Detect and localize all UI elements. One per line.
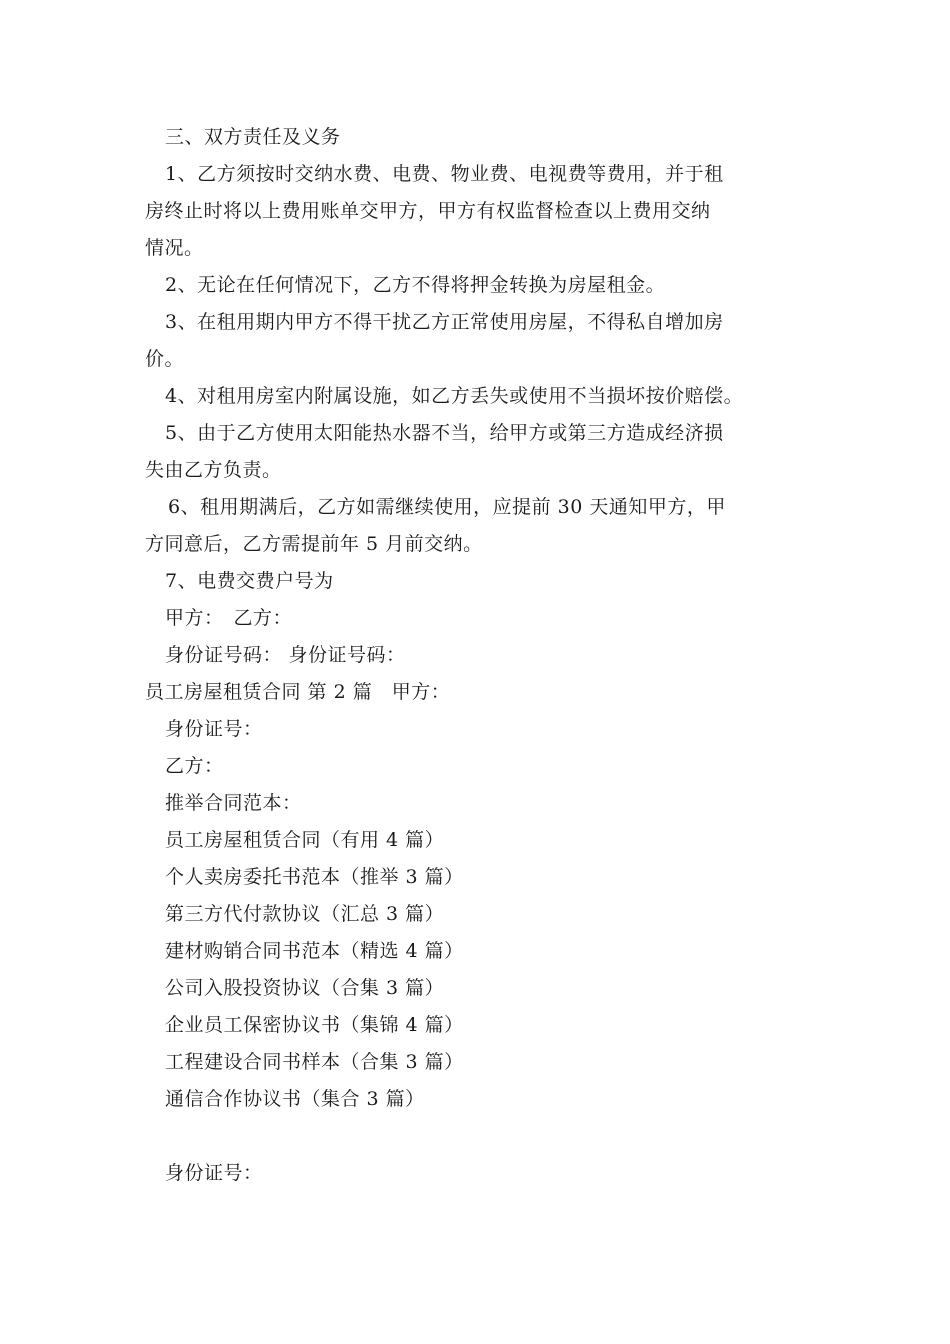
clause-3-line-1: 3、在租用期内甲方不得干扰乙方正常使用房屋，不得私自增加房: [165, 311, 724, 333]
recommend-item[interactable]: 员工房屋租赁合同（有用 4 篇）: [165, 829, 445, 851]
recommend-item[interactable]: 通信合作协议书（集合 3 篇）: [165, 1088, 425, 1110]
clause-6-line-1: 6、租用期满后，乙方如需继续使用，应提前 30 天通知甲方，甲: [168, 496, 726, 518]
clause-1-line-1: 1、乙方须按时交纳水费、电费、物业费、电视费等费用，并于租: [165, 163, 724, 185]
clause-5-line-2: 失由乙方负责。: [145, 459, 282, 481]
recommend-item[interactable]: 个人卖房委托书范本（推举 3 篇）: [165, 866, 464, 888]
recommend-item[interactable]: 第三方代付款协议（汇总 3 篇）: [165, 903, 445, 925]
clause-1-line-2: 房终止时将以上费用账单交甲方，甲方有权监督检查以上费用交纳: [145, 200, 711, 222]
recommend-list: [145, 822, 825, 1118]
clause-5-line-1: 5、由于乙方使用太阳能热水器不当，给甲方或第三方造成经济损: [165, 422, 724, 444]
doc2-title: 员工房屋租赁合同 第 2 篇 甲方：: [145, 681, 451, 703]
clause-7: 7、电费交费户号为: [165, 570, 334, 592]
clause-1-line-3: 情况。: [145, 237, 204, 259]
id-number-line: 身份证号码： 身份证号码：: [165, 644, 406, 666]
clause-3-line-2: 价。: [145, 348, 185, 370]
recommend-item[interactable]: 工程建设合同书样本（合集 3 篇）: [165, 1051, 464, 1073]
doc2-party-b: 乙方：: [165, 755, 224, 777]
clause-6-line-2: 方同意后，乙方需提前年 5 月前交纳。: [145, 533, 483, 555]
recommend-item[interactable]: 建材购销合同书范本（精选 4 篇）: [165, 940, 464, 962]
parties-line: 甲方： 乙方：: [165, 607, 293, 629]
clause-4: 4、对租用房室内附属设施，如乙方丢失或使用不当损坏按价赔偿。: [165, 385, 744, 407]
section-heading: 三、双方责任及义务: [165, 126, 341, 148]
trailing-id-label: 身份证号：: [165, 1162, 263, 1184]
blank-line: [145, 1118, 825, 1155]
recommend-item[interactable]: 公司入股投资协议（合集 3 篇）: [165, 977, 445, 999]
recommend-item[interactable]: 企业员工保密协议书（集锦 4 篇）: [165, 1014, 464, 1036]
clause-2: 2、无论在任何情况下，乙方不得将押金转换为房屋租金。: [165, 274, 666, 296]
document-page: [145, 119, 825, 1192]
recommend-heading: 推举合同范本：: [165, 792, 302, 814]
doc2-id-label: 身份证号：: [165, 718, 263, 740]
